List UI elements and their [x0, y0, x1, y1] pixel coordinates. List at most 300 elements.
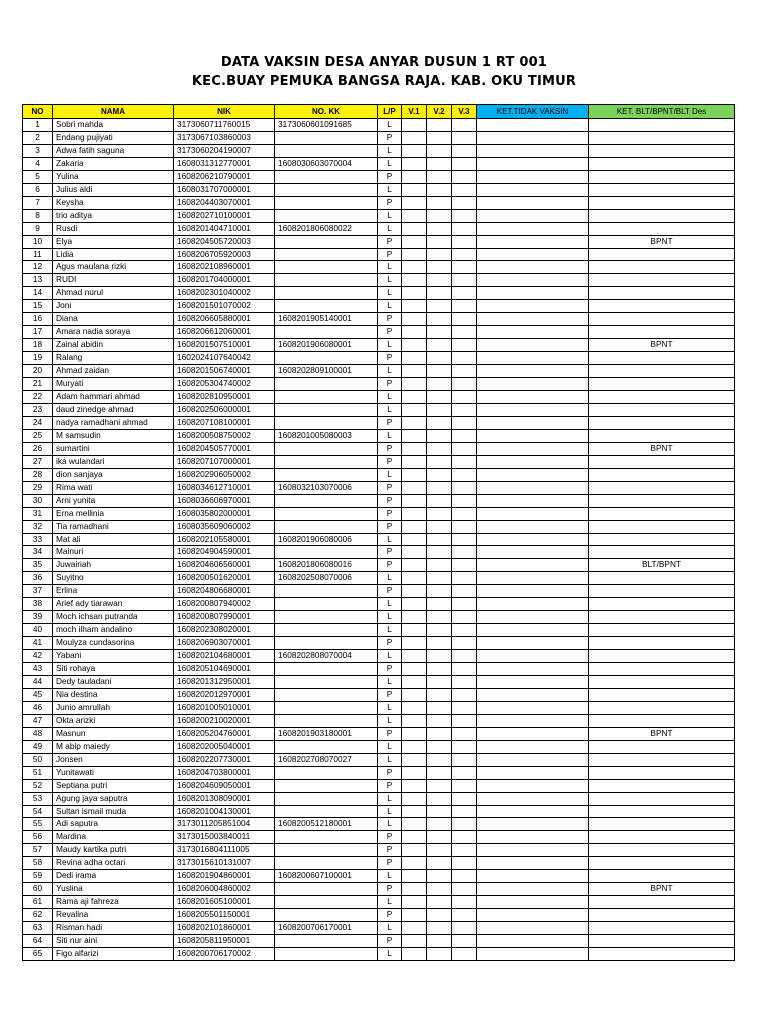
row-v1-cell [402, 688, 427, 701]
table-row [23, 378, 735, 391]
row-v2-cell [427, 287, 452, 300]
row-ket-tidak-vaksin-cell [477, 883, 589, 896]
row-ket-tidak-vaksin-cell [477, 287, 589, 300]
row-lp-cell: P [378, 248, 402, 261]
row-lp-cell: L [378, 144, 402, 157]
row-ket-blt-cell: BPNT [589, 883, 735, 896]
row-v1-cell [402, 624, 427, 637]
row-lp-cell: L [378, 818, 402, 831]
row-ket-blt-cell [589, 572, 735, 585]
row-no-cell: 16 [23, 313, 53, 326]
row-v2-cell [427, 391, 452, 404]
row-ket-blt-cell [589, 805, 735, 818]
row-nama-cell: Figo alfarizi [53, 948, 174, 961]
row-nik-cell: 1608201312950001 [174, 675, 275, 688]
row-v1-cell [402, 559, 427, 572]
row-nik-cell: 1608202906050002 [174, 468, 275, 481]
table-row [23, 494, 735, 507]
row-nama-cell: RUDI [53, 274, 174, 287]
row-ket-blt-cell [589, 675, 735, 688]
row-v1-cell [402, 455, 427, 468]
row-lp-cell: P [378, 637, 402, 650]
row-v3-cell [452, 287, 477, 300]
row-kk-cell [275, 235, 378, 248]
header-v3: V.3 [452, 105, 477, 119]
row-kk-cell [275, 857, 378, 870]
row-ket-blt-cell [589, 416, 735, 429]
row-v3-cell [452, 701, 477, 714]
row-lp-cell: L [378, 274, 402, 287]
row-v1-cell [402, 818, 427, 831]
row-v2-cell [427, 494, 452, 507]
row-nama-cell: Masnun [53, 727, 174, 740]
row-v3-cell [452, 688, 477, 701]
table-row [23, 753, 735, 766]
row-no-cell: 25 [23, 429, 53, 442]
row-no-cell: 51 [23, 766, 53, 779]
row-nik-cell: 1608206605880001 [174, 313, 275, 326]
row-v1-cell [402, 585, 427, 598]
row-nama-cell: Rima wati [53, 481, 174, 494]
row-lp-cell: P [378, 546, 402, 559]
row-ket-blt-cell [589, 261, 735, 274]
row-no-cell: 6 [23, 183, 53, 196]
row-ket-tidak-vaksin-cell [477, 119, 589, 132]
row-no-cell: 59 [23, 870, 53, 883]
row-nik-cell: 1608205304740002 [174, 378, 275, 391]
row-ket-tidak-vaksin-cell [477, 533, 589, 546]
row-v1-cell [402, 650, 427, 663]
row-no-cell: 21 [23, 378, 53, 391]
row-lp-cell: P [378, 766, 402, 779]
row-v1-cell [402, 339, 427, 352]
row-ket-blt-cell: BPNT [589, 442, 735, 455]
row-no-cell: 57 [23, 844, 53, 857]
table-row [23, 209, 735, 222]
row-kk-cell [275, 611, 378, 624]
row-kk-cell: 1608201005080003 [275, 429, 378, 442]
row-ket-tidak-vaksin-cell [477, 559, 589, 572]
row-v2-cell [427, 442, 452, 455]
row-kk-cell: 1608030603070004 [275, 157, 378, 170]
row-kk-cell [275, 546, 378, 559]
row-ket-tidak-vaksin-cell [477, 831, 589, 844]
row-no-cell: 35 [23, 559, 53, 572]
row-kk-cell [275, 585, 378, 598]
row-nama-cell: Julius aldi [53, 183, 174, 196]
row-lp-cell: P [378, 442, 402, 455]
table-row [23, 935, 735, 948]
row-kk-cell [275, 468, 378, 481]
row-v1-cell [402, 494, 427, 507]
row-nik-cell: 3173060204190007 [174, 144, 275, 157]
row-ket-blt-cell [589, 131, 735, 144]
row-ket-blt-cell [589, 481, 735, 494]
row-ket-blt-cell [589, 391, 735, 404]
header-no-kk: NO. KK [275, 105, 378, 119]
row-lp-cell: L [378, 157, 402, 170]
row-no-cell: 61 [23, 896, 53, 909]
row-nik-cell: 1608034612710001 [174, 481, 275, 494]
row-v2-cell [427, 300, 452, 313]
row-v2-cell [427, 766, 452, 779]
table-row [23, 339, 735, 352]
row-ket-blt-cell [589, 183, 735, 196]
row-lp-cell: L [378, 701, 402, 714]
row-no-cell: 3 [23, 144, 53, 157]
row-v2-cell [427, 779, 452, 792]
row-nama-cell: M abip maiedy [53, 740, 174, 753]
table-row [23, 455, 735, 468]
row-nama-cell: sumartini [53, 442, 174, 455]
row-v2-cell [427, 403, 452, 416]
row-v1-cell [402, 429, 427, 442]
row-ket-blt-cell [589, 313, 735, 326]
row-v2-cell [427, 611, 452, 624]
row-v3-cell [452, 675, 477, 688]
row-v2-cell [427, 248, 452, 261]
row-v1-cell [402, 766, 427, 779]
row-no-cell: 24 [23, 416, 53, 429]
row-kk-cell: 1608201806080022 [275, 222, 378, 235]
table-row [23, 896, 735, 909]
row-ket-tidak-vaksin-cell [477, 611, 589, 624]
row-lp-cell: P [378, 131, 402, 144]
table-row [23, 611, 735, 624]
row-lp-cell: L [378, 287, 402, 300]
row-kk-cell [275, 792, 378, 805]
row-v3-cell [452, 119, 477, 132]
table-row [23, 403, 735, 416]
row-ket-blt-cell [589, 507, 735, 520]
row-kk-cell [275, 131, 378, 144]
row-nik-cell: 1608204904590001 [174, 546, 275, 559]
row-v2-cell [427, 196, 452, 209]
row-ket-tidak-vaksin-cell [477, 481, 589, 494]
row-v1-cell [402, 857, 427, 870]
row-ket-blt-cell [589, 753, 735, 766]
row-lp-cell: P [378, 494, 402, 507]
row-no-cell: 52 [23, 779, 53, 792]
row-no-cell: 62 [23, 909, 53, 922]
row-ket-tidak-vaksin-cell [477, 727, 589, 740]
row-ket-tidak-vaksin-cell [477, 248, 589, 261]
row-nik-cell: 3173015610131007 [174, 857, 275, 870]
row-ket-tidak-vaksin-cell [477, 572, 589, 585]
row-kk-cell [275, 261, 378, 274]
row-lp-cell: L [378, 624, 402, 637]
row-v3-cell [452, 766, 477, 779]
row-ket-tidak-vaksin-cell [477, 701, 589, 714]
row-v3-cell [452, 481, 477, 494]
row-ket-tidak-vaksin-cell [477, 144, 589, 157]
row-v3-cell [452, 494, 477, 507]
row-kk-cell [275, 494, 378, 507]
row-nik-cell: 1608200807940002 [174, 598, 275, 611]
row-v1-cell [402, 663, 427, 676]
row-nama-cell: Revalina [53, 909, 174, 922]
row-v3-cell [452, 507, 477, 520]
row-ket-blt-cell [589, 378, 735, 391]
row-ket-blt-cell [589, 714, 735, 727]
row-nik-cell: 1608206004860002 [174, 883, 275, 896]
row-v3-cell [452, 909, 477, 922]
header-ket-tidak-vaksin: KET.TIDAK VAKSIN [477, 105, 589, 119]
row-ket-tidak-vaksin-cell [477, 261, 589, 274]
row-v1-cell [402, 222, 427, 235]
row-lp-cell: L [378, 468, 402, 481]
table-row [23, 416, 735, 429]
row-no-cell: 63 [23, 922, 53, 935]
row-v3-cell [452, 520, 477, 533]
row-no-cell: 22 [23, 391, 53, 404]
row-lp-cell: P [378, 663, 402, 676]
table-row [23, 144, 735, 157]
table-row [23, 792, 735, 805]
row-v3-cell [452, 611, 477, 624]
row-no-cell: 20 [23, 365, 53, 378]
row-nik-cell: 1608036606970001 [174, 494, 275, 507]
table-row [23, 624, 735, 637]
table-row [23, 559, 735, 572]
table-row [23, 300, 735, 313]
row-v2-cell [427, 326, 452, 339]
row-no-cell: 43 [23, 663, 53, 676]
row-nik-cell: 1608204703800001 [174, 766, 275, 779]
row-no-cell: 54 [23, 805, 53, 818]
row-v1-cell [402, 792, 427, 805]
table-row [23, 468, 735, 481]
row-ket-blt-cell [589, 468, 735, 481]
table-row [23, 520, 735, 533]
row-no-cell: 1 [23, 119, 53, 132]
row-nama-cell: Muryati [53, 378, 174, 391]
row-nama-cell: nadya ramadhani ahmad [53, 416, 174, 429]
row-v3-cell [452, 274, 477, 287]
row-nik-cell: 1608207108100001 [174, 416, 275, 429]
row-ket-tidak-vaksin-cell [477, 805, 589, 818]
row-nik-cell: 1608200706170002 [174, 948, 275, 961]
row-nik-cell: 1608202108960001 [174, 261, 275, 274]
row-nama-cell: Ahmad nurul [53, 287, 174, 300]
row-v2-cell [427, 119, 452, 132]
row-no-cell: 42 [23, 650, 53, 663]
row-nik-cell: 3173015003840011 [174, 831, 275, 844]
row-kk-cell [275, 300, 378, 313]
row-ket-blt-cell [589, 611, 735, 624]
row-ket-blt-cell [589, 209, 735, 222]
row-ket-tidak-vaksin-cell [477, 170, 589, 183]
row-v2-cell [427, 922, 452, 935]
row-ket-blt-cell [589, 948, 735, 961]
row-nama-cell: Agus maulana rizki [53, 261, 174, 274]
row-v1-cell [402, 572, 427, 585]
row-ket-blt-cell [589, 196, 735, 209]
row-nik-cell: 1608031312770001 [174, 157, 275, 170]
row-ket-tidak-vaksin-cell [477, 468, 589, 481]
row-nik-cell: 1608201605100001 [174, 896, 275, 909]
row-ket-tidak-vaksin-cell [477, 274, 589, 287]
row-no-cell: 49 [23, 740, 53, 753]
row-no-cell: 64 [23, 935, 53, 948]
row-v1-cell [402, 313, 427, 326]
row-ket-blt-cell [589, 274, 735, 287]
row-nama-cell: Zakaria [53, 157, 174, 170]
row-v1-cell [402, 740, 427, 753]
row-v2-cell [427, 624, 452, 637]
row-ket-blt-cell [589, 870, 735, 883]
row-nik-cell: 1608202506000001 [174, 403, 275, 416]
table-row [23, 365, 735, 378]
row-nama-cell: Yulina [53, 170, 174, 183]
row-ket-tidak-vaksin-cell [477, 637, 589, 650]
row-v3-cell [452, 403, 477, 416]
row-kk-cell [275, 378, 378, 391]
row-v3-cell [452, 559, 477, 572]
row-ket-blt-cell [589, 403, 735, 416]
row-ket-blt-cell [589, 766, 735, 779]
row-v3-cell [452, 831, 477, 844]
row-nama-cell: Junio amrullah [53, 701, 174, 714]
row-nik-cell: 1602024107640042 [174, 352, 275, 365]
row-v2-cell [427, 598, 452, 611]
row-v1-cell [402, 131, 427, 144]
row-v1-cell [402, 909, 427, 922]
row-kk-cell [275, 248, 378, 261]
row-v1-cell [402, 144, 427, 157]
vaccine-data-table [22, 104, 735, 961]
table-row [23, 235, 735, 248]
row-ket-blt-cell [589, 170, 735, 183]
row-lp-cell: L [378, 365, 402, 378]
row-v1-cell [402, 196, 427, 209]
table-row [23, 546, 735, 559]
row-v3-cell [452, 948, 477, 961]
row-lp-cell: P [378, 455, 402, 468]
row-v1-cell [402, 637, 427, 650]
row-ket-tidak-vaksin-cell [477, 585, 589, 598]
row-ket-blt-cell [589, 585, 735, 598]
table-row [23, 598, 735, 611]
row-ket-tidak-vaksin-cell [477, 378, 589, 391]
row-no-cell: 34 [23, 546, 53, 559]
row-kk-cell [275, 675, 378, 688]
row-no-cell: 19 [23, 352, 53, 365]
row-nik-cell: 1608201004130001 [174, 805, 275, 818]
row-no-cell: 12 [23, 261, 53, 274]
row-ket-tidak-vaksin-cell [477, 209, 589, 222]
row-v3-cell [452, 235, 477, 248]
row-v2-cell [427, 637, 452, 650]
row-lp-cell: P [378, 585, 402, 598]
row-no-cell: 27 [23, 455, 53, 468]
row-v2-cell [427, 740, 452, 753]
row-kk-cell [275, 274, 378, 287]
row-ket-tidak-vaksin-cell [477, 455, 589, 468]
row-v2-cell [427, 650, 452, 663]
row-ket-tidak-vaksin-cell [477, 313, 589, 326]
row-kk-cell: 1608200706170001 [275, 922, 378, 935]
row-v2-cell [427, 688, 452, 701]
row-lp-cell: P [378, 935, 402, 948]
row-nama-cell: Adam hammari ahmad [53, 391, 174, 404]
row-kk-cell [275, 883, 378, 896]
row-v3-cell [452, 261, 477, 274]
row-v2-cell [427, 948, 452, 961]
row-nama-cell: Yabani [53, 650, 174, 663]
row-nama-cell: Dedy tauladani [53, 675, 174, 688]
row-v2-cell [427, 663, 452, 676]
row-v1-cell [402, 507, 427, 520]
row-ket-blt-cell [589, 352, 735, 365]
row-nama-cell: Rama aji fahreza [53, 896, 174, 909]
row-lp-cell: P [378, 170, 402, 183]
row-nama-cell: Suyitno [53, 572, 174, 585]
row-kk-cell: 1608201903180001 [275, 727, 378, 740]
row-no-cell: 53 [23, 792, 53, 805]
row-v3-cell [452, 352, 477, 365]
row-no-cell: 37 [23, 585, 53, 598]
row-v3-cell [452, 326, 477, 339]
row-nik-cell: 1608201005010001 [174, 701, 275, 714]
table-row [23, 352, 735, 365]
row-v1-cell [402, 831, 427, 844]
row-ket-tidak-vaksin-cell [477, 792, 589, 805]
row-kk-cell [275, 144, 378, 157]
row-no-cell: 10 [23, 235, 53, 248]
row-v3-cell [452, 585, 477, 598]
row-v2-cell [427, 857, 452, 870]
row-v1-cell [402, 248, 427, 261]
row-ket-blt-cell [589, 792, 735, 805]
row-v3-cell [452, 313, 477, 326]
row-nik-cell: 1608204606560001 [174, 559, 275, 572]
table-row [23, 274, 735, 287]
row-nama-cell: M samsudin [53, 429, 174, 442]
row-v1-cell [402, 611, 427, 624]
row-lp-cell: L [378, 222, 402, 235]
row-lp-cell: P [378, 507, 402, 520]
row-nik-cell: 1608204505770001 [174, 442, 275, 455]
row-v3-cell [452, 572, 477, 585]
row-kk-cell [275, 183, 378, 196]
row-kk-cell [275, 948, 378, 961]
row-ket-tidak-vaksin-cell [477, 235, 589, 248]
table-row [23, 131, 735, 144]
row-v2-cell [427, 546, 452, 559]
row-no-cell: 8 [23, 209, 53, 222]
row-nik-cell: 1608204806680001 [174, 585, 275, 598]
row-lp-cell: L [378, 209, 402, 222]
row-lp-cell: P [378, 779, 402, 792]
row-nama-cell: Sobri mahda [53, 119, 174, 132]
row-v2-cell [427, 261, 452, 274]
table-row [23, 922, 735, 935]
row-nama-cell: Okta arizki [53, 714, 174, 727]
row-nama-cell: Erlina [53, 585, 174, 598]
header-no: NO [23, 105, 53, 119]
row-lp-cell: L [378, 119, 402, 132]
row-nama-cell: Revina adha octari [53, 857, 174, 870]
table-row [23, 429, 735, 442]
row-nama-cell: Arni yunita [53, 494, 174, 507]
row-nama-cell: Moulyza cundasorina [53, 637, 174, 650]
row-kk-cell [275, 598, 378, 611]
row-nama-cell: Arief ady tiarawan [53, 598, 174, 611]
row-v1-cell [402, 157, 427, 170]
row-lp-cell: L [378, 870, 402, 883]
row-no-cell: 5 [23, 170, 53, 183]
